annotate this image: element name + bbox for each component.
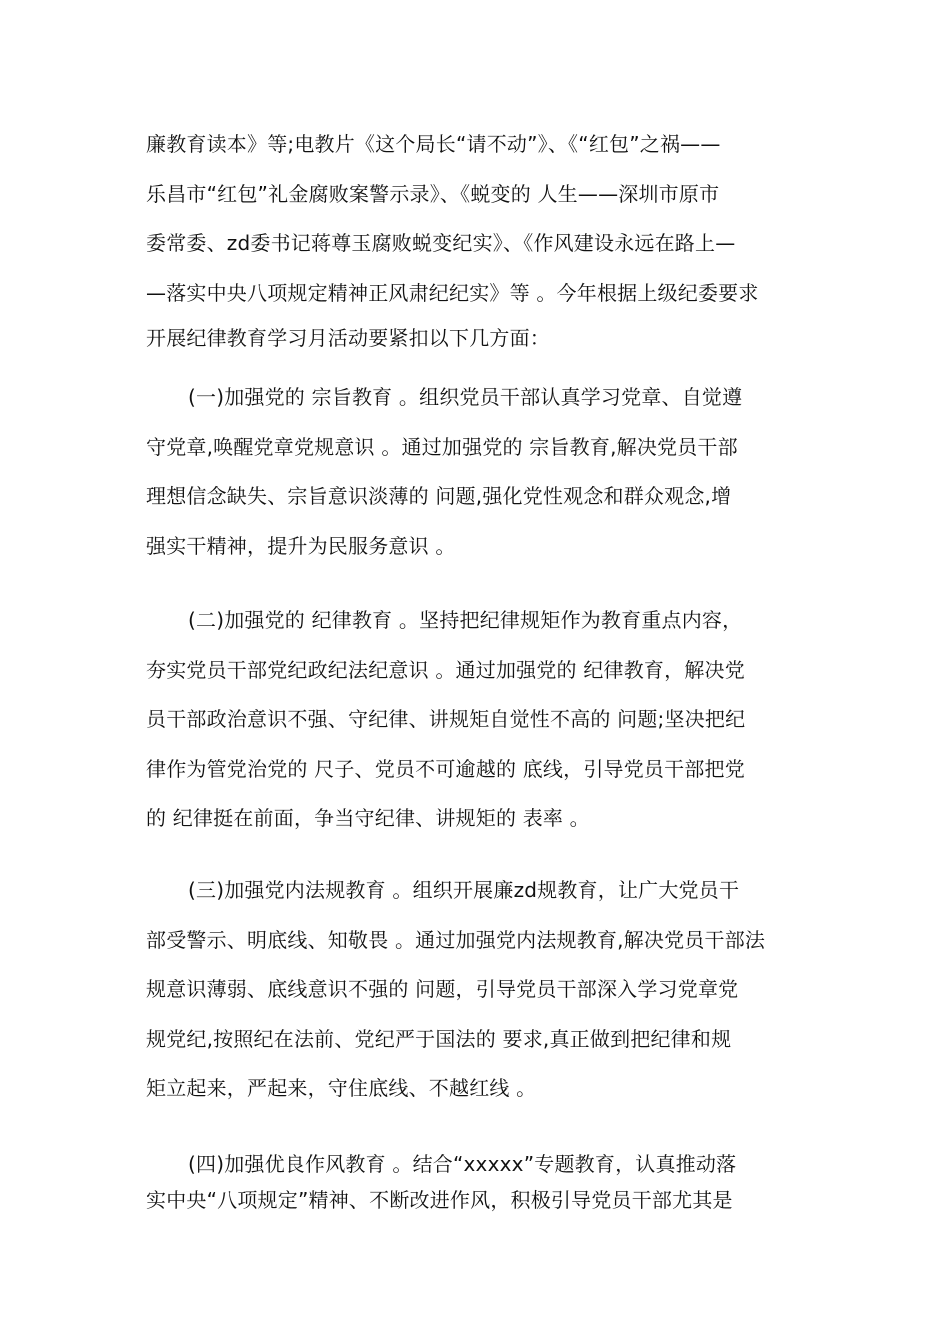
text-line: 夯实党员干部党纪政纪法纪意识 。通过加强党的 纪律教育，解决党 [146, 658, 745, 682]
text-line: 廉教育读本》等;电教片《这个局长“请不动”》、《“红包”之祸—— [146, 132, 721, 156]
text-line: 员干部政治意识不强、守纪律、讲规矩自觉性不高的 问题;坚决把纪 [146, 707, 746, 731]
text-line: 强实干精神，提升为民服务意识 。 [146, 534, 456, 558]
text-line: 的 纪律挺在前面，争当守纪律、讲规矩的 表率 。 [146, 806, 590, 830]
section-heading-line: (一)加强党的 宗旨教育 。组织党员干部认真学习党章、自觉遵 [188, 385, 743, 409]
text-line: 理想信念缺失、宗旨意识淡薄的 问题,强化党性观念和群众观念,增 [146, 484, 732, 508]
text-line: 实中央“八项规定”精神、不断改进作风，积极引导党员干部尤其是 [146, 1188, 733, 1212]
text-line: 矩立起来，严起来，守住底线、不越红线 。 [146, 1076, 537, 1100]
text-line: 规党纪,按照纪在法前、党纪严于国法的 要求,真正做到把纪律和规 [146, 1027, 732, 1051]
text-line: 开展纪律教育学习月活动要紧扣以下几方面： [146, 326, 550, 350]
text-line: 守党章,唤醒党章党规意识 。通过加强党的 宗旨教育,解决党员干部 [146, 435, 738, 459]
section-heading-line: (三)加强党内法规教育 。组织开展廉zd规教育，让广大党员干 [188, 878, 740, 902]
text-line: 律作为管党治党的 尺子、党员不可逾越的 底线，引导党员干部把党 [146, 757, 745, 781]
text-line: 规意识薄弱、底线意识不强的 问题，引导党员干部深入学习党章党 [146, 977, 739, 1001]
text-line: —落实中央八项规定精神正风肃纪纪实》等 。今年根据上级纪委要求 [146, 281, 759, 305]
section-heading-line: (二)加强党的 纪律教育 。坚持把纪律规矩作为教育重点内容， [188, 608, 743, 632]
text-line: 委常委、zd委书记蒋尊玉腐败蜕变纪实》、《作风建设永远在路上— [146, 231, 736, 255]
section-heading-line: (四)加强优良作风教育 。结合“xxxxx”专题教育，认真推动落 [188, 1152, 737, 1176]
text-line: 乐昌市“红包”礼金腐败案警示录》、《蜕变的 人生——深圳市原市 [146, 182, 720, 206]
text-line: 部受警示、明底线、知敬畏 。通过加强党内法规教育,解决党员干部法 [146, 928, 766, 952]
